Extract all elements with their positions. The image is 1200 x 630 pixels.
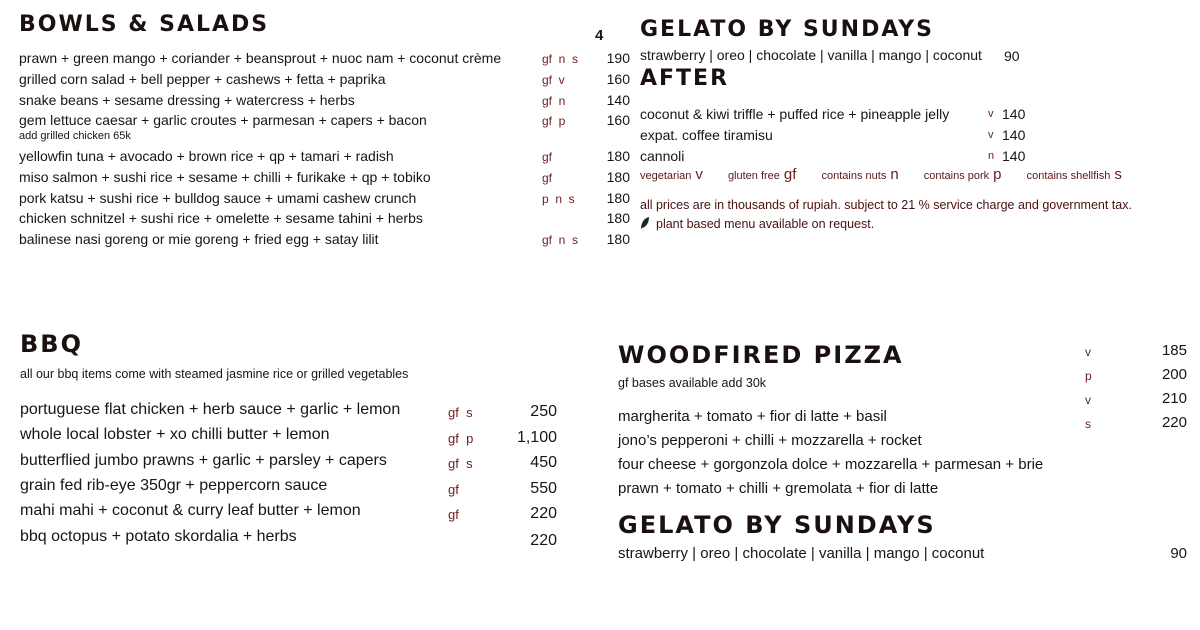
after-item-tags: v bbox=[988, 129, 994, 141]
bowls-item-name: chicken schnitzel + sushi rice + omelette + sesame tahini + herbs bbox=[19, 210, 423, 226]
bowls-item-price: 190 bbox=[606, 50, 630, 66]
legend-label: contains shellfish bbox=[1026, 170, 1111, 182]
legend-symbol: gf bbox=[783, 166, 797, 183]
page-number: 4 bbox=[595, 27, 604, 44]
pizza-item-price: 210 bbox=[1161, 390, 1187, 407]
bowls-item-tags: gf n bbox=[542, 94, 566, 108]
bbq-item-tags: gf s bbox=[448, 405, 473, 420]
after-item-tags: n bbox=[988, 150, 995, 162]
prices-footnote: all prices are in thousands of rupiah. subject to 21 % service charge and government tax. bbox=[640, 198, 1132, 212]
bowls-item-tags: gf n s bbox=[542, 52, 579, 66]
pizza-title: WOODFIRED PIZZA bbox=[618, 341, 904, 369]
bowls-item-tags: gf p bbox=[542, 114, 566, 128]
bbq-item-name: whole local lobster + xo chilli butter + lemon bbox=[20, 426, 330, 443]
gelato-bottom-title: GELATO BY SUNDAYS bbox=[618, 511, 936, 539]
pizza-item-tags: v bbox=[1085, 393, 1091, 407]
gelato-top-flavors: strawberry | oreo | chocolate | vanilla | mango | coconut bbox=[640, 47, 982, 63]
bowls-item-price: 160 bbox=[606, 112, 630, 128]
bowls-item-name: prawn + green mango + coriander + beansprout + nuoc nam + coconut crème bbox=[19, 50, 502, 66]
pizza-item-name: prawn + tomato + chilli + gremolata + fior di latte bbox=[618, 480, 939, 497]
bowls-item-name: snake beans + sesame dressing + watercress + herbs bbox=[19, 92, 355, 108]
legend-symbol: p bbox=[993, 166, 1002, 183]
bowls-item-name: pork katsu + sushi rice + bulldog sauce + umami cashew crunch bbox=[19, 190, 417, 206]
bowls-item-name: grilled corn salad + bell pepper + cashews + fetta + paprika bbox=[19, 71, 386, 87]
bowls-item-tags: p n s bbox=[542, 192, 575, 206]
legend-label: contains nuts bbox=[821, 170, 887, 182]
bbq-subtitle: all our bbq items come with steamed jasmine rice or grilled vegetables bbox=[20, 367, 409, 381]
pizza-item-name: margherita + tomato + fior di latte + basil bbox=[618, 408, 887, 425]
bowls-item-note: add grilled chicken 65k bbox=[19, 130, 131, 142]
bbq-item-tags: gf s bbox=[448, 456, 473, 471]
bowls-item-price: 140 bbox=[606, 92, 630, 108]
bowls-item-price: 180 bbox=[606, 148, 630, 164]
legend-label: vegetarian bbox=[640, 170, 692, 182]
after-item-name: cannoli bbox=[640, 148, 685, 164]
bbq-item-price: 450 bbox=[530, 454, 557, 471]
bowls-item-name: yellowfin tuna + avocado + brown rice + qp + tamari + radish bbox=[19, 148, 394, 164]
bbq-item-tags: gf bbox=[448, 507, 459, 522]
pizza-item-name: four cheese + gorgonzola dolce + mozzarella + parmesan + brie bbox=[618, 456, 1044, 473]
after-item-price: 140 bbox=[1002, 127, 1026, 143]
bowls-item-price: 180 bbox=[606, 210, 630, 226]
pizza-item-name: jono’s pepperoni + chilli + mozzarella + rocket bbox=[618, 432, 922, 449]
bowls-item-tags: gf n s bbox=[542, 233, 579, 247]
dietary-legend bbox=[640, 166, 1122, 183]
bowls-item-tags: gf bbox=[542, 171, 553, 185]
gelato-bottom-price: 90 bbox=[1170, 545, 1187, 562]
bowls-item-price: 180 bbox=[606, 231, 630, 247]
after-title: AFTER bbox=[640, 66, 730, 91]
bowls-item-tags: gf bbox=[542, 150, 553, 164]
legend-symbol: n bbox=[890, 166, 899, 183]
bbq-item-price: 220 bbox=[530, 505, 557, 522]
after-item-price: 140 bbox=[1002, 106, 1026, 122]
bowls-item-price: 180 bbox=[606, 190, 630, 206]
bbq-item-price: 250 bbox=[530, 403, 557, 420]
bowls-item-price: 160 bbox=[606, 71, 630, 87]
gelato-top-title: GELATO BY SUNDAYS bbox=[640, 17, 935, 42]
plant-footnote-text: plant based menu available on request. bbox=[656, 217, 875, 231]
pizza-item-price: 185 bbox=[1161, 342, 1187, 359]
bbq-item-name: bbq octopus + potato skordalia + herbs bbox=[20, 528, 297, 545]
pizza-item-price: 200 bbox=[1161, 366, 1187, 383]
pizza-subtitle: gf bases available add 30k bbox=[618, 376, 767, 390]
bbq-item-name: portuguese flat chicken + herb sauce + garlic + lemon bbox=[20, 401, 401, 418]
bowls-item-name: miso salmon + sushi rice + sesame + chilli + furikake + qp + tobiko bbox=[19, 169, 431, 185]
bowls-item-price: 180 bbox=[606, 169, 630, 185]
pizza-item-price: 220 bbox=[1161, 414, 1187, 431]
pizza-item-tags: s bbox=[1085, 417, 1091, 431]
bbq-item-name: butterflied jumbo prawns + garlic + parsley + capers bbox=[20, 452, 387, 469]
pizza-item-tags: p bbox=[1085, 369, 1092, 383]
leaf-icon bbox=[640, 216, 650, 230]
bbq-item-name: grain fed rib-eye 350gr + peppercorn sauce bbox=[20, 477, 328, 494]
after-item-tags: v bbox=[988, 108, 994, 120]
bbq-title: BBQ bbox=[20, 330, 83, 358]
legend-symbol: v bbox=[695, 166, 703, 183]
after-item-name: coconut & kiwi triffle + puffed rice + pineapple jelly bbox=[640, 106, 950, 122]
legend-symbol: s bbox=[1114, 166, 1122, 183]
legend-label: gluten free bbox=[727, 170, 780, 182]
bbq-item-name: mahi mahi + coconut & curry leaf butter + lemon bbox=[20, 502, 361, 519]
bowls-title: BOWLS & SALADS bbox=[19, 12, 270, 37]
after-item-name: expat. coffee tiramisu bbox=[640, 127, 773, 143]
bbq-item-price: 220 bbox=[530, 532, 557, 549]
legend-label: contains pork bbox=[923, 170, 990, 182]
gelato-bottom-flavors: strawberry | oreo | chocolate | vanilla | mango | coconut bbox=[618, 545, 985, 562]
bbq-item-tags: gf p bbox=[448, 431, 474, 446]
bbq-item-price: 1,100 bbox=[516, 429, 557, 446]
plant-footnote bbox=[640, 216, 874, 231]
pizza-item-tags: v bbox=[1085, 345, 1091, 359]
bbq-item-price: 550 bbox=[530, 480, 557, 497]
bowls-item-name: gem lettuce caesar + garlic croutes + parmesan + capers + bacon bbox=[19, 112, 427, 128]
gelato-top-price: 90 bbox=[1004, 48, 1020, 64]
after-item-price: 140 bbox=[1002, 148, 1026, 164]
bowls-item-tags: gf v bbox=[542, 73, 565, 87]
bowls-item-name: balinese nasi goreng or mie goreng + fried egg + satay lilit bbox=[19, 231, 379, 247]
bbq-item-tags: gf bbox=[448, 482, 459, 497]
